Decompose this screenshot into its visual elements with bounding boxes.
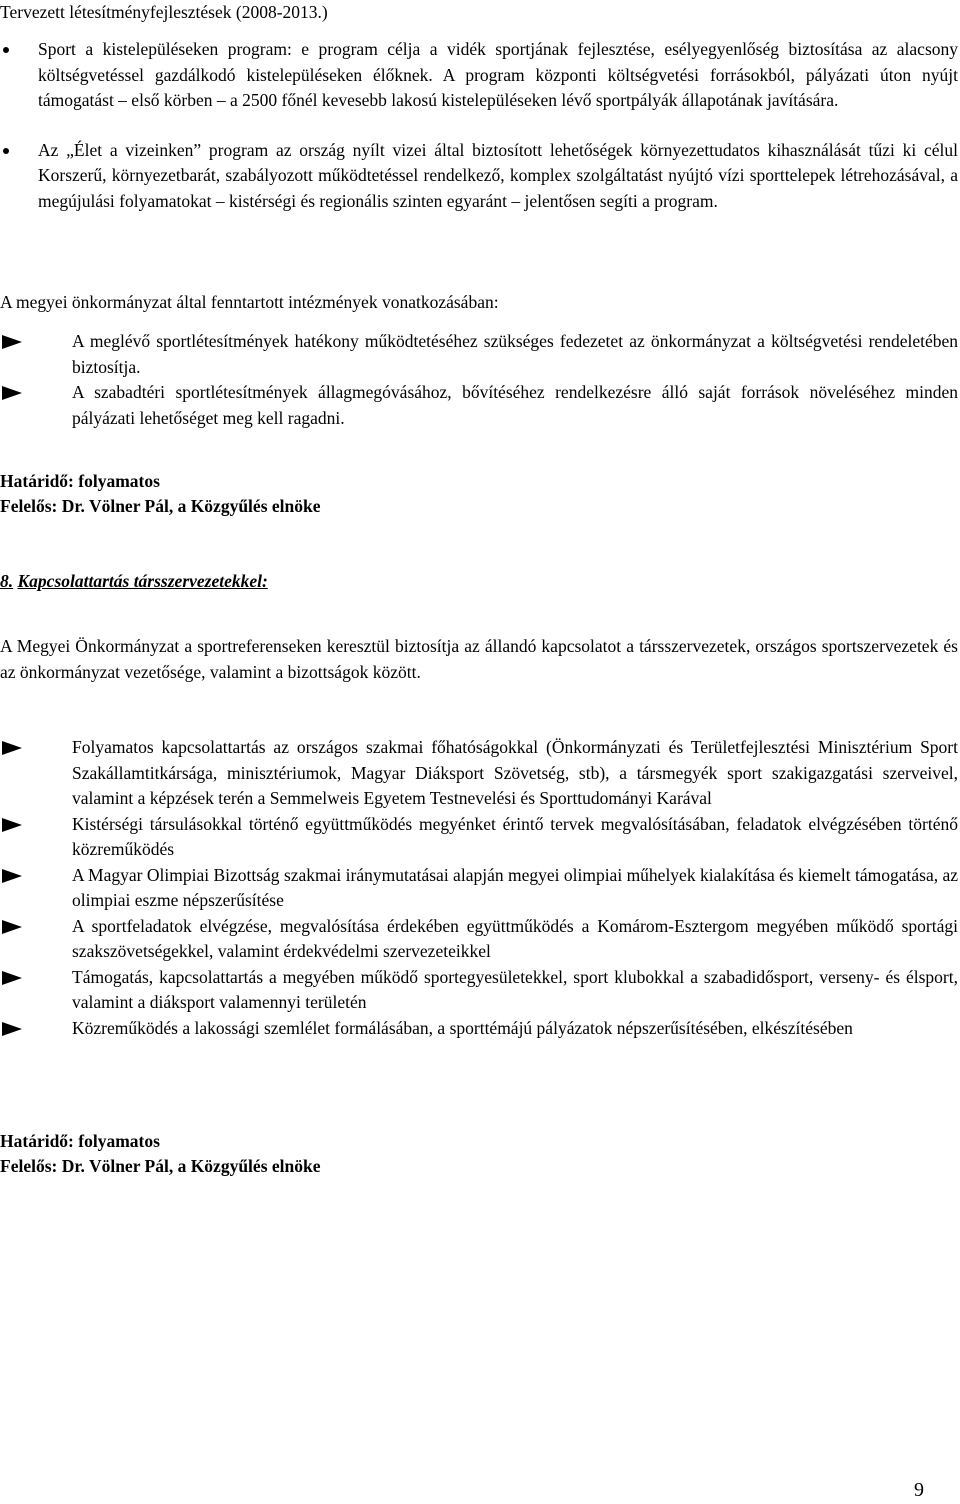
deadline-label: Határidő: folyamatos <box>0 1131 160 1151</box>
bullet-dot-icon <box>3 47 9 53</box>
responsible-label: Felelős: Dr. Völner Pál, a Közgyűlés elnöke <box>0 496 321 516</box>
list-item-text: A meglévő sportlétesítmények hatékony működtetéséhez szükséges fedezetet az önkormányzat a költségvetési rendeletében biztosítja. <box>72 331 958 377</box>
contacts-list <box>0 735 958 1041</box>
list-item-text: Az „Élet a vizeinken” program az ország nyílt vizei által biztosított lehetőségek környezettudatos kihasználását tűzi ki célul Korszerű, környezetbarát, szabályozott működtetéssel rendelkező, komplex szolgáltatást nyújtó vízi sporttelepek létrehozásával, a megújulási folyamatokat – kistérségi és regionális szinten egyaránt – jelentősen segíti a program. <box>38 139 958 211</box>
list-item <box>0 812 958 863</box>
list-item-text: Támogatás, kapcsolattartás a megyében működő sportegyesületekkel, sport klubokkal a szabadidősport, verseny- és élsport, valamint a diáksport valamennyi területén <box>72 966 958 1012</box>
page-number: 9 <box>914 1479 924 1501</box>
arrow-bullet-icon <box>2 869 22 883</box>
responsible-label: Felelős: Dr. Völner Pál, a Közgyűlés elnöke <box>0 1156 321 1176</box>
arrow-bullet-icon <box>2 741 22 755</box>
section-paragraph: A Megyei Önkormányzat a sportreferenseken keresztül biztosítja az állandó kapcsolatot a társszervezetek, országos sportszervezetek és az önkormányzat vezetősége, valamint a bizottságok között. <box>0 636 958 682</box>
arrow-bullet-icon <box>2 386 22 400</box>
list-item <box>0 37 958 114</box>
list-item <box>0 380 958 431</box>
section-heading <box>0 569 958 595</box>
institutions-list <box>0 329 958 431</box>
list-item <box>0 965 958 1016</box>
arrow-bullet-icon <box>2 1022 22 1036</box>
arrow-bullet-icon <box>2 971 22 985</box>
list-item-text: A szabadtéri sportlétesítmények állagmegóvásához, bővítéséhez rendelkezésre álló saját források növeléséhez minden pályázati lehetőséget meg kell ragadni. <box>72 382 958 428</box>
section-title: Kapcsolattartás társszervezetekkel: <box>17 571 268 591</box>
program-bullet-list <box>0 37 958 214</box>
page-header-title: Tervezett létesítményfejlesztések (2008-2013.) <box>0 2 328 22</box>
list-item-text: Közreműködés a lakossági szemlélet formálásában, a sporttémájú pályázatok népszerűsítésében, elkészítésében <box>72 1017 853 1038</box>
list-item-text: Folyamatos kapcsolattartás az országos szakmai főhatóságokkal (Önkormányzati és Területfejlesztési Minisztérium Sport Szakállamtitkársága, minisztériumok, Magyar Diáksport Szövetség, stb), a társmegyék sport szakigazgatási szerveivel, valamint a képzések terén a Semmelweis Egyetem Testnevelési és Sporttudományi Karával <box>72 737 958 808</box>
arrow-bullet-icon <box>2 920 22 934</box>
list-item <box>0 914 958 965</box>
list-item <box>0 1016 958 1042</box>
list-item-text: A Magyar Olimpiai Bizottság szakmai iránymutatásai alapján megyei olimpiai műhelyek kialakítása és kiemelt támogatása, az olimpiai eszme népszerűsítése <box>72 864 958 910</box>
list-item <box>0 863 958 914</box>
arrow-bullet-icon <box>2 335 22 349</box>
bullet-dot-icon <box>3 148 9 154</box>
list-item-text: Kistérségi társulásokkal történő együttműködés megyénket érintő tervek megvalósításában, feladatok elvégzésében történő közreműködés <box>72 813 958 859</box>
list-item <box>0 138 958 215</box>
arrow-bullet-icon <box>2 818 22 832</box>
institutions-intro: A megyei önkormányzat által fenntartott intézmények vonatkozásában: <box>0 292 499 312</box>
list-item <box>0 329 958 380</box>
list-item <box>0 735 958 812</box>
list-item-text: Sport a kistelepüléseken program: e program célja a vidék sportjának fejlesztése, esélyegyenlőség biztosítása az alacsony költségvetéssel gazdálkodó kistelepüléseken élőknek. A program központi költségvetési forrásokból, pályázati úton nyújt támogatást – első körben – a 2500 főnél kevesebb lakosú kistelepüléseken lévő sportpályák állapotának javítására. <box>38 39 958 110</box>
section-number: 8. <box>0 571 14 591</box>
list-item-text: A sportfeladatok elvégzése, megvalósítása érdekében együttműködés a Komárom-Esztergom megyében működő sportági szakszövetségekkel, valamint érdekvédelmi szervezeteikkel <box>72 915 958 961</box>
deadline-label: Határidő: folyamatos <box>0 471 160 491</box>
